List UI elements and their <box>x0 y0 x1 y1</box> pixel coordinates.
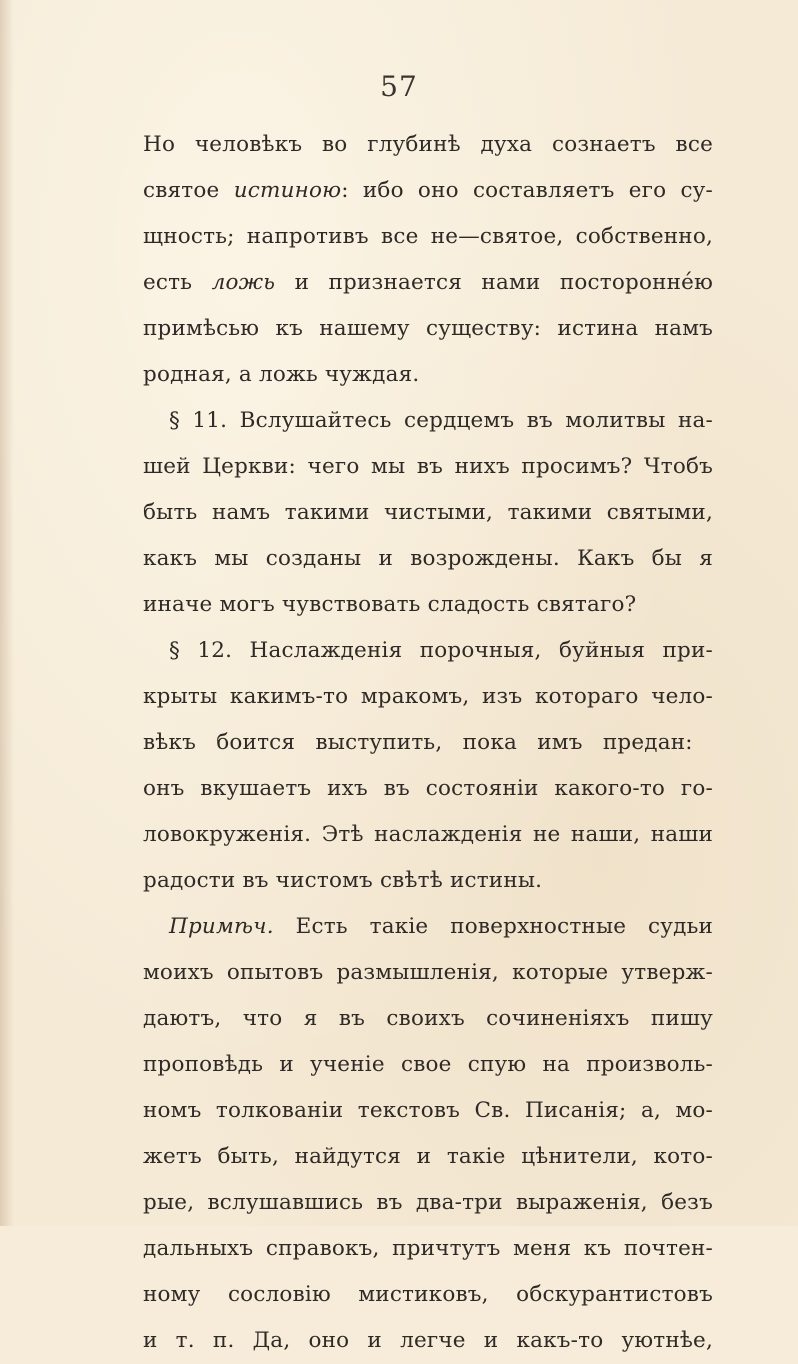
text-line <box>143 1318 713 1364</box>
text-line <box>143 1042 713 1088</box>
text-line <box>143 996 713 1042</box>
text-line <box>143 214 713 260</box>
text-segment: § 11. Вслушайтесь сердцемъ въ молитвы на- <box>169 408 713 433</box>
text-segment: жетъ быть, найдутся и такіе цѣнители, кото- <box>143 1144 713 1169</box>
text-line <box>143 628 713 674</box>
text-line <box>143 1226 713 1272</box>
text-segment: святое <box>143 178 234 203</box>
text-line <box>143 490 713 536</box>
text-segment: и т. п. Да, оно и легче и какъ-то уютнѣе, <box>143 1328 713 1353</box>
text-line <box>143 858 713 904</box>
text-line <box>143 352 713 398</box>
italic-phrase: ложь <box>211 270 276 295</box>
text-segment: шей Церкви: чего мы въ нихъ просимъ? Чтобъ <box>143 454 713 479</box>
text-segment: номъ толкованіи текстовъ Св. Писанія; а, мо- <box>143 1098 713 1123</box>
text-segment: иначе могъ чувствовать сладость святаго? <box>143 592 637 617</box>
text-line <box>143 1180 713 1226</box>
text-line <box>143 674 713 720</box>
text-segment: и признается нами посторонне́ю <box>275 270 713 295</box>
text-segment: рые, вслушавшись въ два-три выраженія, безъ <box>143 1190 713 1215</box>
text-line <box>143 950 713 996</box>
text-segment: щность; напротивъ все не—святое, собственно, <box>143 224 713 249</box>
text-line <box>143 444 713 490</box>
text-line <box>143 1272 713 1318</box>
italic-phrase: истиною <box>233 178 342 203</box>
text-line <box>143 1134 713 1180</box>
text-line <box>143 536 713 582</box>
page-number: 57 <box>380 70 418 103</box>
text-segment: вѣкъ боится выступить, пока имъ предан: <box>143 730 713 755</box>
text-line <box>143 582 713 628</box>
text-segment: дальныхъ справокъ, причтутъ меня къ почтен- <box>143 1236 713 1261</box>
text-line <box>143 904 713 950</box>
text-segment: Есть такіе поверхностные судьи <box>273 914 713 939</box>
text-line <box>143 720 713 766</box>
text-line <box>143 306 713 352</box>
italic-phrase: Примѣч. <box>169 914 274 939</box>
text-line <box>143 168 713 214</box>
body-text <box>143 122 713 1364</box>
page-binding-shadow <box>0 0 14 1226</box>
text-segment: примѣсью къ нашему существу: истина намъ <box>143 316 713 341</box>
text-segment: онъ вкушаетъ ихъ въ состояніи какого-то го- <box>143 776 713 801</box>
text-segment: моихъ опытовъ размышленія, которые утверж- <box>143 960 713 985</box>
text-segment: быть намъ такими чистыми, такими святыми, <box>143 500 713 525</box>
text-segment: какъ мы созданы и возрождены. Какъ бы я <box>143 546 713 571</box>
text-line <box>143 260 713 306</box>
text-segment: ному сословію мистиковъ, обскурантистовъ <box>143 1282 713 1307</box>
text-segment: родная, а ложь чуждая. <box>143 362 420 387</box>
text-line <box>143 398 713 444</box>
text-line <box>143 812 713 858</box>
text-segment: Но человѣкъ во глубинѣ духа сознаетъ все <box>143 132 713 157</box>
text-segment: крыты какимъ-то мракомъ, изъ котораго чело- <box>143 684 713 709</box>
text-segment: даютъ, что я въ своихъ сочиненіяхъ пишу <box>143 1006 713 1031</box>
text-segment: § 12. Наслажденія порочныя, буйныя при- <box>169 638 713 663</box>
text-line <box>143 766 713 812</box>
text-segment: : ибо оно составляетъ его су- <box>341 178 713 203</box>
text-segment: ловокруженія. Этѣ наслажденія не наши, наши <box>143 822 713 847</box>
text-line <box>143 1088 713 1134</box>
text-segment: есть <box>143 270 212 295</box>
text-segment: проповѣдь и ученіе свое спую на произволь- <box>143 1052 713 1077</box>
text-line <box>143 122 713 168</box>
text-segment: радости въ чистомъ свѣтѣ истины. <box>143 868 543 893</box>
